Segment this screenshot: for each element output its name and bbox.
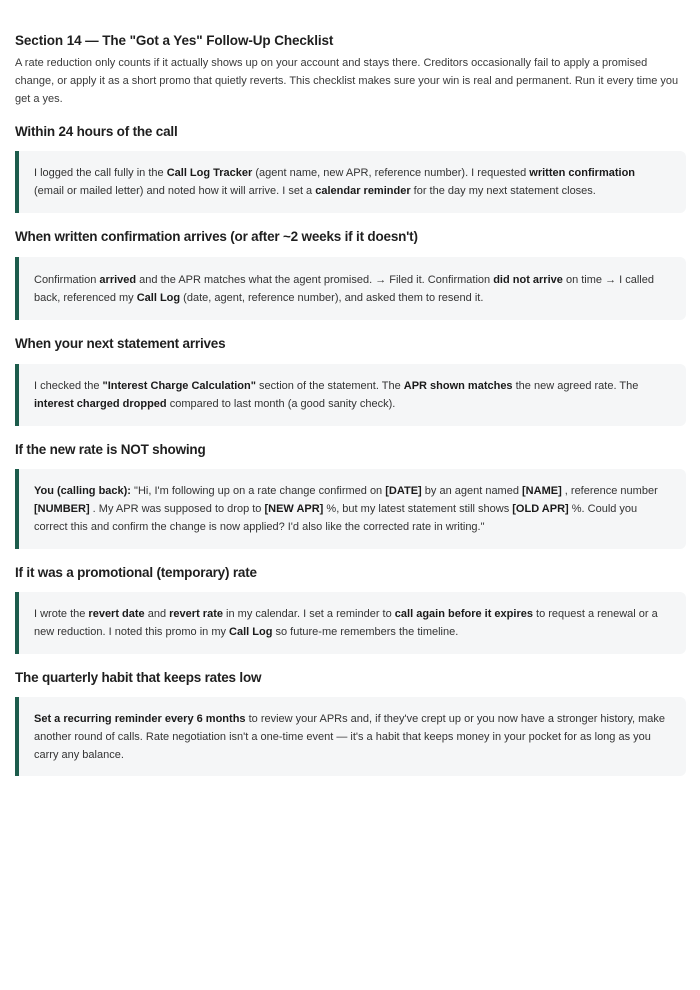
checklist-text: I checked the "Interest Charge Calculation" section of the statement. The APR shown matches the new agreed rate. The interest charged dropped compared to last month (a good sanity check).	[34, 380, 639, 410]
step-heading-rate-not-showing: If the new rate is NOT showing	[15, 442, 206, 457]
checklist-box-written-confirmation	[15, 257, 686, 320]
checklist-text: Confirmation arrived and the APR matches what the agent promised. → Filed it. Confirmation did not arrive on time → I called back, referenced my Call Log (date, agent, reference number), and asked them to resend it.	[34, 273, 654, 304]
placeholder-name: [NAME]	[522, 485, 562, 497]
checklist-box-promotional-rate	[15, 592, 686, 654]
intro-paragraph: A rate reduction only counts if it actually shows up on your account and stays there. Creditors occasionally fail to apply a promised change, or apply it as a short promo that quietly reverts. This checklist makes sure your win is real and permanent. Run it every time you get a yes.	[15, 57, 679, 105]
step-heading-within-24-hours: Within 24 hours of the call	[15, 124, 178, 139]
checklist-text: I logged the call fully in the Call Log Tracker (agent name, new APR, reference number). I requested written confirmation (email or mailed letter) and noted how it will arrive. I set a calendar reminder for the day my next statement closes.	[34, 167, 636, 197]
checklist-text: I wrote the revert date and revert rate in my calendar. I set a reminder to call again before it expires to request a renewal or a new reduction. I noted this promo in my Call Log so future-me remembers the timeline.	[34, 608, 658, 638]
placeholder-old-apr: [OLD APR]	[512, 503, 569, 515]
checklist-box-quarterly-habit	[15, 697, 686, 776]
checklist-box-next-statement	[15, 364, 686, 426]
placeholder-new-apr: [NEW APR]	[264, 503, 324, 515]
step-heading-written-confirmation: When written confirmation arrives (or after ~2 weeks if it doesn't)	[15, 229, 418, 244]
placeholder-number: [NUMBER]	[34, 503, 90, 515]
step-heading-quarterly-habit: The quarterly habit that keeps rates low	[15, 670, 262, 685]
checklist-box-call-script	[15, 469, 686, 549]
checklist-box-within-24-hours	[15, 151, 686, 213]
step-heading-promotional-rate: If it was a promotional (temporary) rate	[15, 565, 257, 580]
section-title: Section 14 — The "Got a Yes" Follow-Up Checklist	[15, 33, 334, 48]
checklist-text: Set a recurring reminder every 6 months to review your APRs and, if they've crept up or you now have a stronger history, make another round of calls. Rate negotiation isn't a one-time event — it's a habit that keeps money in your pocket for as long as you carry any balance.	[34, 712, 666, 761]
step-heading-next-statement: When your next statement arrives	[15, 336, 226, 351]
placeholder-date: [DATE]	[385, 485, 422, 497]
call-script-text: You (calling back): "Hi, I'm following up on a rate change confirmed on [DATE] by an agent named [NAME] , reference number [NUMBER] . My APR was supposed to drop to [NEW APR] %, but my latest statement still shows [OLD APR] %. Could you correct this and confirm the change is now applied? I'd also like the corrected rate in writing."	[34, 485, 658, 533]
